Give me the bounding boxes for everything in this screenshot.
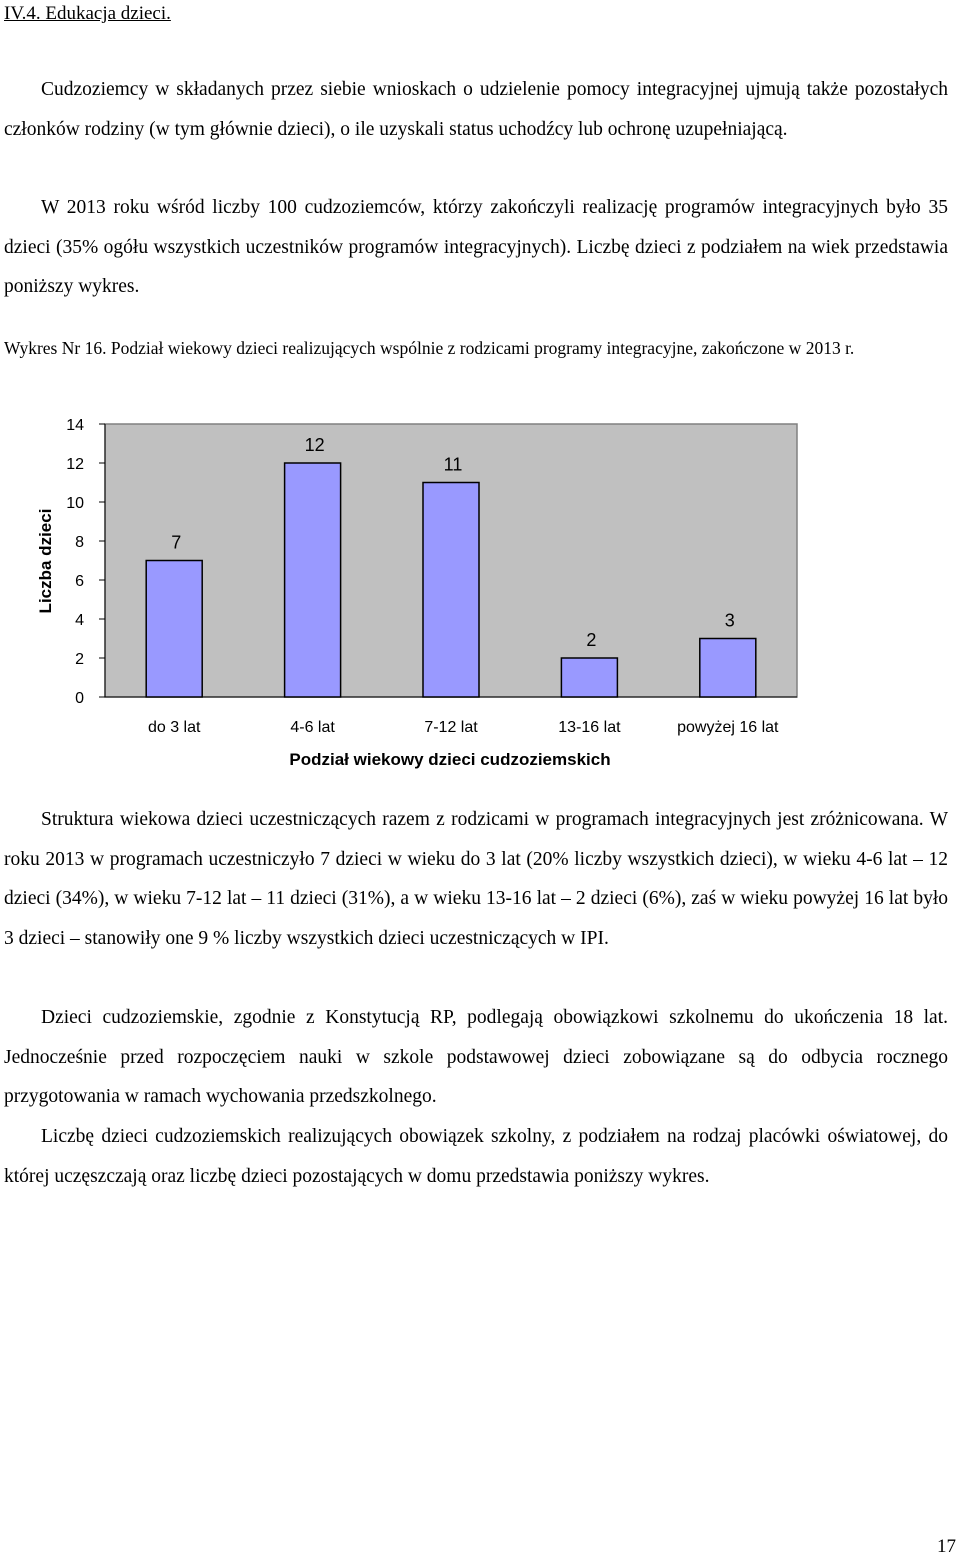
y-tick-label: 10 xyxy=(66,495,84,512)
age-distribution-chart xyxy=(0,400,960,780)
bar-value-label: 11 xyxy=(443,454,463,475)
paragraph-schooling: Dzieci cudzoziemskie, zgodnie z Konstytucją RP, podlegają obowiązkowi szkolnemu do ukończenia 18 lat. Jednocześnie przed rozpoczęciem nauki w szkole podstawowej dzieci zobowiązane są do odbycia rocznego przygotowania w ramach wychowania przedszkolnego. xyxy=(4,1007,948,1107)
paragraph-statistics: W 2013 roku wśród liczby 100 cudzoziemców, którzy zakończyli realizację programów integracyjnych było 35 dzieci (35% ogółu wszystkich uczestników programów integracyjnych). Liczbę dzieci z podziałem na wiek przedstawia poniższy wykres. xyxy=(4,197,948,297)
x-category-label: 13-16 lat xyxy=(558,719,621,736)
bar xyxy=(423,483,479,698)
y-tick-label: 8 xyxy=(75,534,84,551)
page-number: 17 xyxy=(937,1536,956,1557)
y-tick-label: 0 xyxy=(75,690,84,707)
chart-caption: Wykres Nr 16. Podział wiekowy dzieci realizujących wspólnie z rodzicami programy integracyjne, zakończone w 2013 r. xyxy=(4,338,855,358)
y-tick-label: 4 xyxy=(75,612,84,629)
x-category-label: powyżej 16 lat xyxy=(677,719,779,736)
x-category-label: 7-12 lat xyxy=(424,719,478,736)
paragraph-age-structure: Struktura wiekowa dzieci uczestniczących razem z rodzicami w programach integracyjnych jest zróżnicowana. W roku 2013 w programach uczestniczyło 7 dzieci w wieku do 3 lat (20% liczby wszystkich dzieci), w wieku 4-6 lat – 12 dzieci (34%), w wieku 7-12 lat – 11 dzieci (31%), a w wieku 13-16 lat – 2 dzieci (6%), zaś w wieku powyżej 16 lat było 3 dzieci – stanowiły one 9 % liczby wszystkich dzieci uczestniczących w IPI. xyxy=(4,809,948,949)
x-category-label: 4-6 lat xyxy=(290,719,335,736)
x-category-label: do 3 lat xyxy=(147,719,201,736)
bar xyxy=(700,639,756,698)
bar-value-label: 2 xyxy=(586,630,597,650)
y-tick-label: 14 xyxy=(66,417,84,434)
y-tick-label: 12 xyxy=(66,456,84,473)
bar xyxy=(146,561,202,698)
y-tick-label: 6 xyxy=(75,573,84,590)
bar xyxy=(285,463,341,697)
bar-value-label: 3 xyxy=(724,610,735,631)
bar-value-label: 7 xyxy=(171,532,182,553)
paragraph-intro: Cudzoziemcy w składanych przez siebie wnioskach o udzielenie pomocy integracyjnej ujmują także pozostałych członków rodziny (w tym głównie dzieci), o ile uzyskali status uchodźcy lub ochronę uzupełniającą. xyxy=(4,79,948,140)
section-heading: IV.4. Edukacja dzieci. xyxy=(4,3,171,24)
bar-value-label: 12 xyxy=(304,435,325,455)
y-tick-label: 2 xyxy=(75,651,84,668)
bar xyxy=(561,658,617,697)
x-axis-title: Podział wiekowy dzieci cudzoziemskich xyxy=(289,750,611,769)
paragraph-next-chart: Liczbę dzieci cudzoziemskich realizujących obowiązek szkolny, z podziałem na rodzaj placówki oświatowej, do której uczęszczają oraz liczbę dzieci pozostających w domu przedstawia poniższy wykres. xyxy=(4,1126,948,1187)
y-axis-title: Liczba dzieci xyxy=(36,508,55,614)
